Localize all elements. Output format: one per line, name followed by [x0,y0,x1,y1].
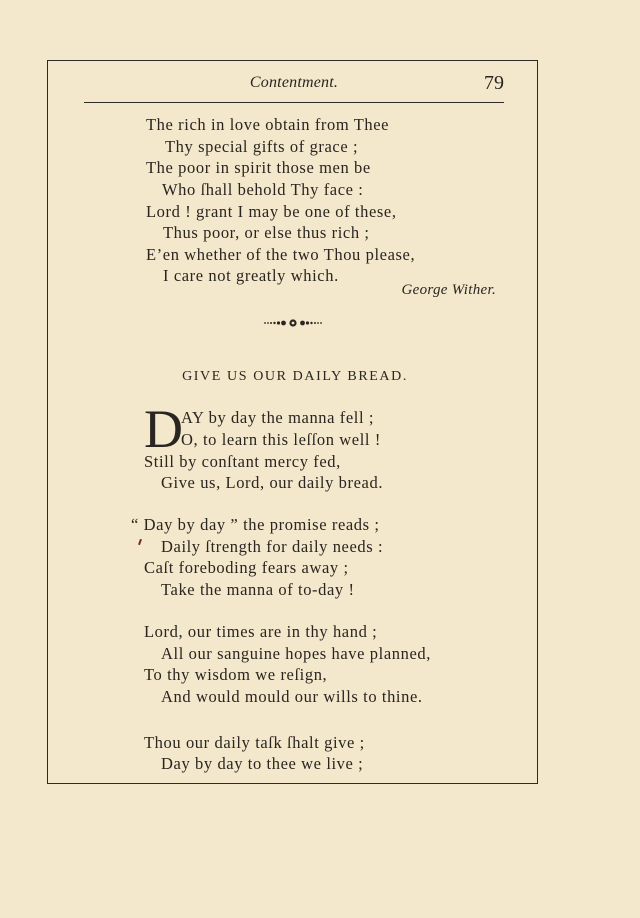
ornament-divider-icon [262,317,324,329]
poem-line: The rich in love obtain from Thee [146,115,390,134]
poem-line: Still by conſtant mercy fed, [144,452,341,471]
poem-line: Take the manna of to-day ! [161,580,355,599]
poem-line: AY by day the manna fell ; [181,408,375,427]
section-title: GIVE US OUR DAILY BREAD. [182,369,408,384]
poem-line: The poor in spirit those men be [146,158,371,177]
poem-line: Give us, Lord, our daily bread. [161,473,384,492]
poem-line: Thou our daily taſk ſhalt give ; [144,733,365,752]
poem-line: To thy wisdom we reſign, [144,665,328,684]
poem-line: Thy special gifts of grace ; [165,137,359,156]
poem-line: I care not greatly which. [163,266,339,285]
attribution: George Wither. [401,282,496,298]
poem-line: E’en whether of the two Thou please, [146,245,416,264]
poem-line: Lord ! grant I may be one of these, [146,202,397,221]
poem-line: Lord, our times are in thy hand ; [144,622,378,641]
poem-line: Caſt foreboding fears away ; [144,558,349,577]
poem-line: All our sanguine hopes have planned, [161,644,431,663]
running-head: Contentment. [249,74,339,91]
poem-line: O, to learn this leſſon well ! [181,430,381,449]
drop-cap: D [144,399,183,459]
poem-line: Thus poor, or else thus rich ; [163,223,370,242]
poem-line: “ Day by day ” the promise reads ; [131,515,380,534]
page-header [84,72,504,103]
poem-line: Day by day to thee we live ; [161,754,364,773]
poem-line: Daily ſtrength for daily needs : [161,537,384,556]
page-number: 79 [484,72,504,94]
poem-line: And would mould our wills to thine. [161,687,423,706]
poem-line: Who ſhall behold Thy face : [162,180,364,199]
